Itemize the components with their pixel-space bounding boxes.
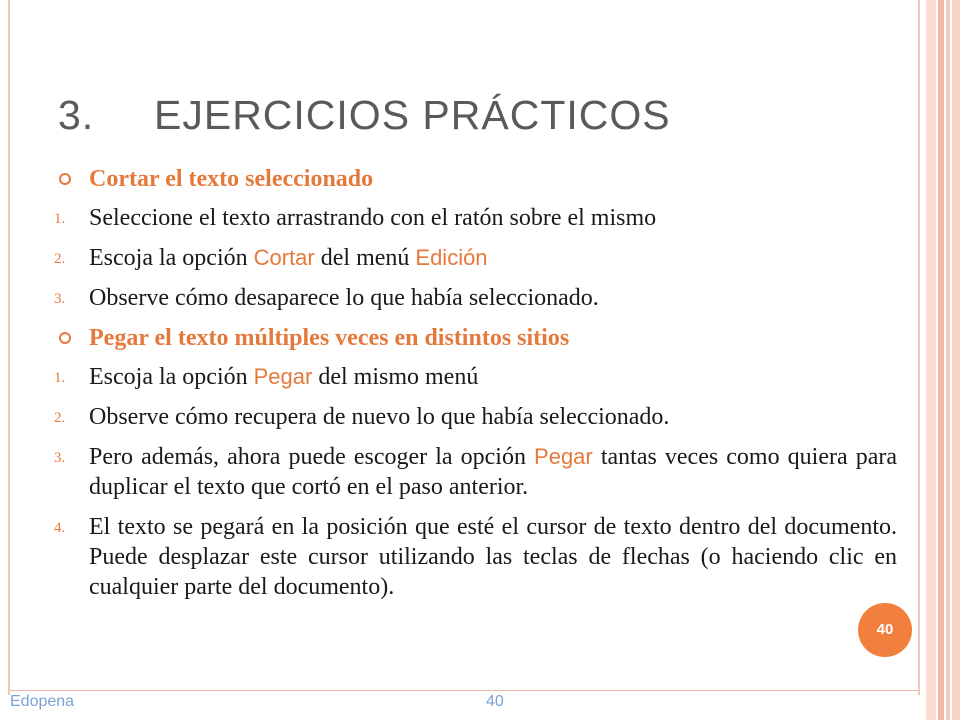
list-number: 1. [54, 211, 66, 227]
footer-page-number: 40 [486, 693, 504, 710]
title-text: EJERCICIOS PRÁCTICOS [154, 92, 671, 138]
slide-title [58, 92, 671, 139]
list-item [54, 283, 897, 313]
section-heading-text: Cortar el texto seleccionado [89, 166, 374, 192]
list-item-text: tantas veces como quiera para duplicar el texto que cortó en el paso anterior. [89, 444, 897, 500]
bullet-circle-icon [59, 173, 71, 185]
list-number: 2. [54, 410, 66, 426]
list-item-text: del menú [314, 245, 416, 271]
list-item [54, 243, 897, 273]
section-heading-pegar [54, 323, 897, 353]
list-item [54, 442, 897, 502]
list-item-text: Observe cómo desaparece lo que había seleccionado. [89, 285, 599, 311]
list-number: 1. [54, 370, 66, 386]
list-item [54, 402, 897, 432]
list-item-text: Escoja la opción [89, 245, 254, 271]
list-item [54, 362, 897, 392]
bullet-circle-icon [59, 332, 71, 344]
menu-option-pegar: Pegar [534, 444, 593, 469]
list-number: 3. [54, 291, 66, 307]
list-item-text: Escoja la opción [89, 364, 254, 390]
list-number: 3. [54, 450, 66, 466]
menu-name-edicion: Edición [415, 245, 488, 270]
list-item-text: El texto se pegará en la posición que esté el cursor de texto dentro del documento. Puede desplazar este cursor utilizando las teclas de flechas (o haciendo clic en cualquier parte del documento). [89, 514, 897, 600]
page-number-badge: 40 [858, 603, 912, 657]
list-item-text: Seleccione el texto arrastrando con el ratón sobre el mismo [89, 205, 657, 231]
list-item-text: del mismo menú [312, 364, 479, 390]
decorative-stripes [926, 0, 960, 720]
footer-divider [10, 690, 918, 691]
list-item-text: Pero además, ahora puede escoger la opción [89, 444, 535, 470]
list-number: 2. [54, 251, 66, 267]
menu-option-cortar: Cortar [253, 245, 315, 270]
list-number: 4. [54, 520, 66, 536]
left-frame-line [8, 0, 10, 695]
list-item [54, 203, 897, 233]
section-heading-text: Pegar el texto múltiples veces en distintos sitios [89, 325, 570, 351]
footer-author: Edopena [10, 693, 75, 710]
menu-option-pegar: Pegar [253, 364, 313, 389]
list-item-text: Observe cómo recupera de nuevo lo que había seleccionado. [89, 404, 670, 430]
slide-content [54, 164, 897, 612]
list-item [54, 512, 897, 602]
title-number: 3. [58, 92, 95, 138]
section-heading-cortar [54, 164, 897, 194]
right-frame-line [918, 0, 920, 695]
